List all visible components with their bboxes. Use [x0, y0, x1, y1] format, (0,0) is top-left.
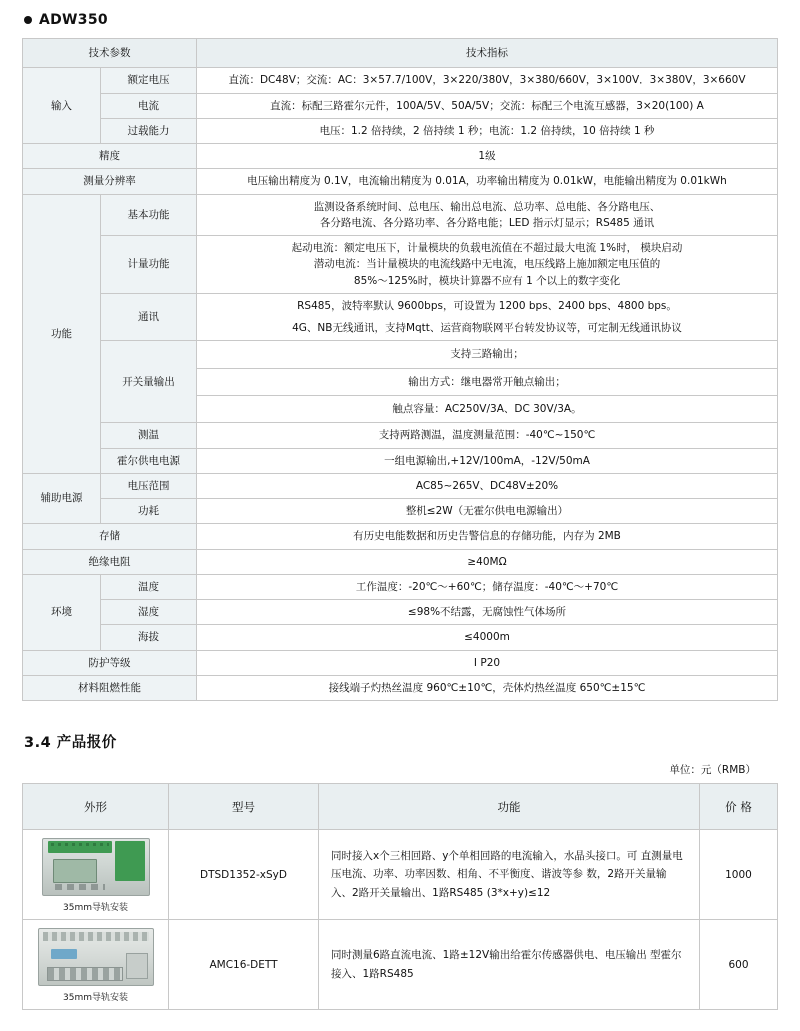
row-value: 起动电流：额定电压下，计量模块的负载电流值在不超过最大电流 1%时， 模块启动 潜动电流：当计量模块的电流线路中无电流，电压线路上施加额定电压值的 85%～125%时，模块计算器不应有 1 个以上的数字变化	[197, 236, 778, 294]
specification-table	[22, 38, 778, 701]
row-value: 直流：标配三路霍尔元件，100A/5V、50A/5V；交流：标配三个电流互感器，3×20(100) A	[197, 93, 778, 118]
product-image-icon	[42, 838, 150, 896]
row-value	[197, 341, 778, 423]
row-label: 过载能力	[101, 118, 197, 143]
group-label-input: 输入	[23, 68, 101, 144]
row-label: 通讯	[101, 293, 197, 341]
row-value: 电压：1.2 倍持续，2 倍持续 1 秒；电流：1.2 倍持续，10 倍持续 1 秒	[197, 118, 778, 143]
row-value-line: 支持三路输出；	[197, 341, 777, 368]
row-value: 一组电源输出,+12V/100mA，-12V/50mA	[197, 448, 778, 473]
price-table	[22, 783, 778, 1010]
table-row	[23, 448, 778, 473]
mount-caption: 35mm导轨安装	[63, 903, 128, 914]
row-value: 工作温度：-20℃～+60℃；储存温度：-40℃～+70℃	[197, 574, 778, 599]
group-label-environment: 环境	[23, 574, 101, 650]
table-row	[23, 118, 778, 143]
table-row-header	[23, 39, 778, 68]
product-image-icon	[38, 928, 154, 986]
table-row	[23, 423, 778, 448]
row-label: 功耗	[101, 499, 197, 524]
row-value: 监测设备系统时间、总电压、输出总电流、总功率、总电能、各分路电压、 各分路电流、各分路功率、各分路电能；LED 指示灯显示；RS485 通讯	[197, 194, 778, 236]
row-label: 开关量输出	[101, 341, 197, 423]
row-value-line: 触点容量：AC250V/3A、DC 30V/3A。	[392, 402, 582, 415]
row-value: I P20	[197, 650, 778, 675]
product-photo-dtsd1352	[23, 830, 169, 920]
spec-header-index: 技术指标	[197, 39, 778, 68]
table-row	[23, 169, 778, 194]
row-label-insulation: 绝缘电阻	[23, 549, 197, 574]
table-row	[23, 830, 778, 920]
table-row	[23, 499, 778, 524]
row-value: 直流：DC48V；交流：AC：3×57.7/100V，3×220/380V，3×380/660V，3×100V．3×380V，3×660V	[197, 68, 778, 93]
row-label: 测温	[101, 423, 197, 448]
row-label-accuracy: 精度	[23, 144, 197, 169]
row-label: 电压范围	[101, 473, 197, 498]
product-photo-amc16	[23, 920, 169, 1010]
bullet-dot-icon	[24, 16, 32, 24]
product-function: 同时接入x个三相回路、y个单相回路的电流输入，水晶头接口。可 直测量电压电流、功率、功率因数、相角、不平衡度、谐波等参 数，2路开关量输入、2路开关量输出、1路RS485 (3*x+y)≤12	[319, 830, 700, 920]
row-value: ≥40MΩ	[197, 549, 778, 574]
row-label: 温度	[101, 574, 197, 599]
price-header-price: 价 格	[700, 784, 778, 830]
row-label-flame-retardant: 材料阻燃性能	[23, 675, 197, 700]
row-value: 1级	[197, 144, 778, 169]
row-label: 计量功能	[101, 236, 197, 294]
row-label-protection: 防护等级	[23, 650, 197, 675]
row-label: 基本功能	[101, 194, 197, 236]
mount-caption: 35mm导轨安装	[63, 993, 128, 1004]
product-model: DTSD1352-xSyD	[169, 830, 319, 920]
row-value: ≤4000m	[197, 625, 778, 650]
section-heading: 3.4 产品报价	[24, 735, 117, 752]
row-value: 电压输出精度为 0.1V，电流输出精度为 0.01A，功率输出精度为 0.01kW，电能输出精度为 0.01kWh	[197, 169, 778, 194]
model-title-text: ADW350	[39, 12, 108, 28]
row-label-storage: 存储	[23, 524, 197, 549]
table-row	[23, 341, 778, 423]
row-label: 海拔	[101, 625, 197, 650]
row-value: 整机≤2W（无霍尔供电电源输出）	[197, 499, 778, 524]
table-row	[23, 625, 778, 650]
row-label: 湿度	[101, 600, 197, 625]
row-label: 额定电压	[101, 68, 197, 93]
row-value: RS485，波特率默认 9600bps，可设置为 1200 bps、2400 bps、4800 bps。 4G、NB无线通讯，支持Mqtt、运营商物联网平台转发协议等，可定制无线通讯协议	[197, 293, 778, 341]
price-header-function: 功能	[319, 784, 700, 830]
table-row	[23, 650, 778, 675]
row-label-resolution: 测量分辨率	[23, 169, 197, 194]
table-row	[23, 524, 778, 549]
row-value: 支持两路测温，温度测量范围：-40℃~150℃	[197, 423, 778, 448]
table-row	[23, 600, 778, 625]
table-row	[23, 473, 778, 498]
table-row	[23, 144, 778, 169]
row-label: 霍尔供电电源	[101, 448, 197, 473]
table-row	[23, 574, 778, 599]
table-row	[23, 93, 778, 118]
table-row	[23, 236, 778, 294]
row-value: ≤98%不结露，无腐蚀性气体场所	[197, 600, 778, 625]
unit-note: 单位：元（RMB）	[669, 764, 756, 777]
row-value: AC85~265V、DC48V±20%	[197, 473, 778, 498]
row-value: 有历史电能数据和历史告警信息的存储功能，内存为 2MB	[197, 524, 778, 549]
product-price: 600	[700, 920, 778, 1010]
table-row	[23, 549, 778, 574]
table-row-header	[23, 784, 778, 830]
price-header-model: 型号	[169, 784, 319, 830]
table-row	[23, 675, 778, 700]
product-model: AMC16-DETT	[169, 920, 319, 1010]
price-header-shape: 外形	[23, 784, 169, 830]
spec-header-param: 技术参数	[23, 39, 197, 68]
page-title	[24, 12, 778, 28]
group-label-function: 功能	[23, 194, 101, 473]
table-row	[23, 920, 778, 1010]
row-value: 接线端子灼热丝温度 960℃±10℃，壳体灼热丝温度 650℃±15℃	[197, 675, 778, 700]
product-price: 1000	[700, 830, 778, 920]
group-label-aux-power: 辅助电源	[23, 473, 101, 524]
table-row	[23, 293, 778, 341]
row-value-line: 输出方式：继电器常开触点输出；	[197, 369, 777, 396]
table-row	[23, 194, 778, 236]
table-row	[23, 68, 778, 93]
product-function: 同时测量6路直流电流、1路±12V输出给霍尔传感器供电、电压输出 型霍尔接入、1路RS485	[319, 920, 700, 1010]
row-label: 电流	[101, 93, 197, 118]
